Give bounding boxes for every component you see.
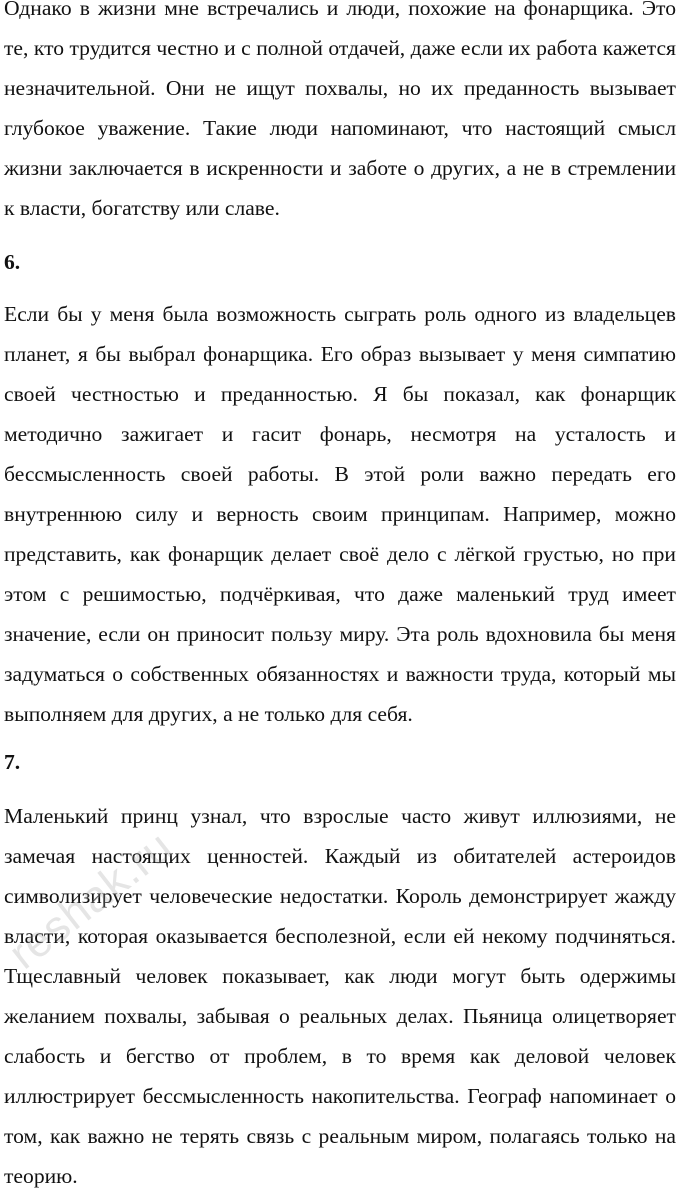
- document-page: [4, 0, 676, 1196]
- paragraph-little-prince-lessons: Маленький принц узнал, что взрослые часто живут иллюзиями, не замечая настоящих ценностей. Каждый из обитателей астероидов символизирует человеческие недостатки. Король демонстрирует жажду власти, которая оказывается бесполезной, если ей некому подчиняться. Тщеславный человек показывает, как люди могут быть одержимы желанием похвалы, забывая о реальных делах. Пьяница олицетворяет слабость и бегство от проблем, в то время как деловой человек иллюстрирует бессмысленность накопительства. Географ напоминает о том, как важно не терять связь с реальным миром, полагаясь только на теорию.: [4, 804, 676, 1188]
- paragraph-role-choice: Если бы у меня была возможность сыграть роль одного из владельцев планет, я бы выбрал фонарщика. Его образ вызывает у меня симпатию своей честностью и преданностью. Я бы показал, как фонарщик методично зажигает и гасит фонарь, несмотря на усталость и бессмысленность своей работы. В этой роли важно передать его внутреннюю силу и верность своим принципам. Например, можно представить, как фонарщик делает своё дело с лёгкой грустью, но при этом с решимостью, подчёркивая, что даже маленький труд имеет значение, если он приносит пользу миру. Эта роль вдохновила бы меня задуматься о собственных обязанностях и важности труда, который мы выполняем для других, а не только для себя.: [4, 302, 676, 726]
- section-number-6: 6.: [4, 250, 21, 274]
- section-number-7: 7.: [4, 750, 21, 774]
- watermark-logo: reshak.ru: [0, 821, 182, 979]
- paragraph-lamplighter-people: Однако в жизни мне встречались и люди, похожие на фонарщика. Это те, кто трудится честно и с полной отдачей, даже если их работа кажется незначительной. Они не ищут похвалы, но их преданность вызывает глубокое уважение. Такие люди напоминают, что настоящий смысл жизни заключается в искренности и заботе о других, а не в стремлении к власти, богатству или славе.: [4, 0, 676, 220]
